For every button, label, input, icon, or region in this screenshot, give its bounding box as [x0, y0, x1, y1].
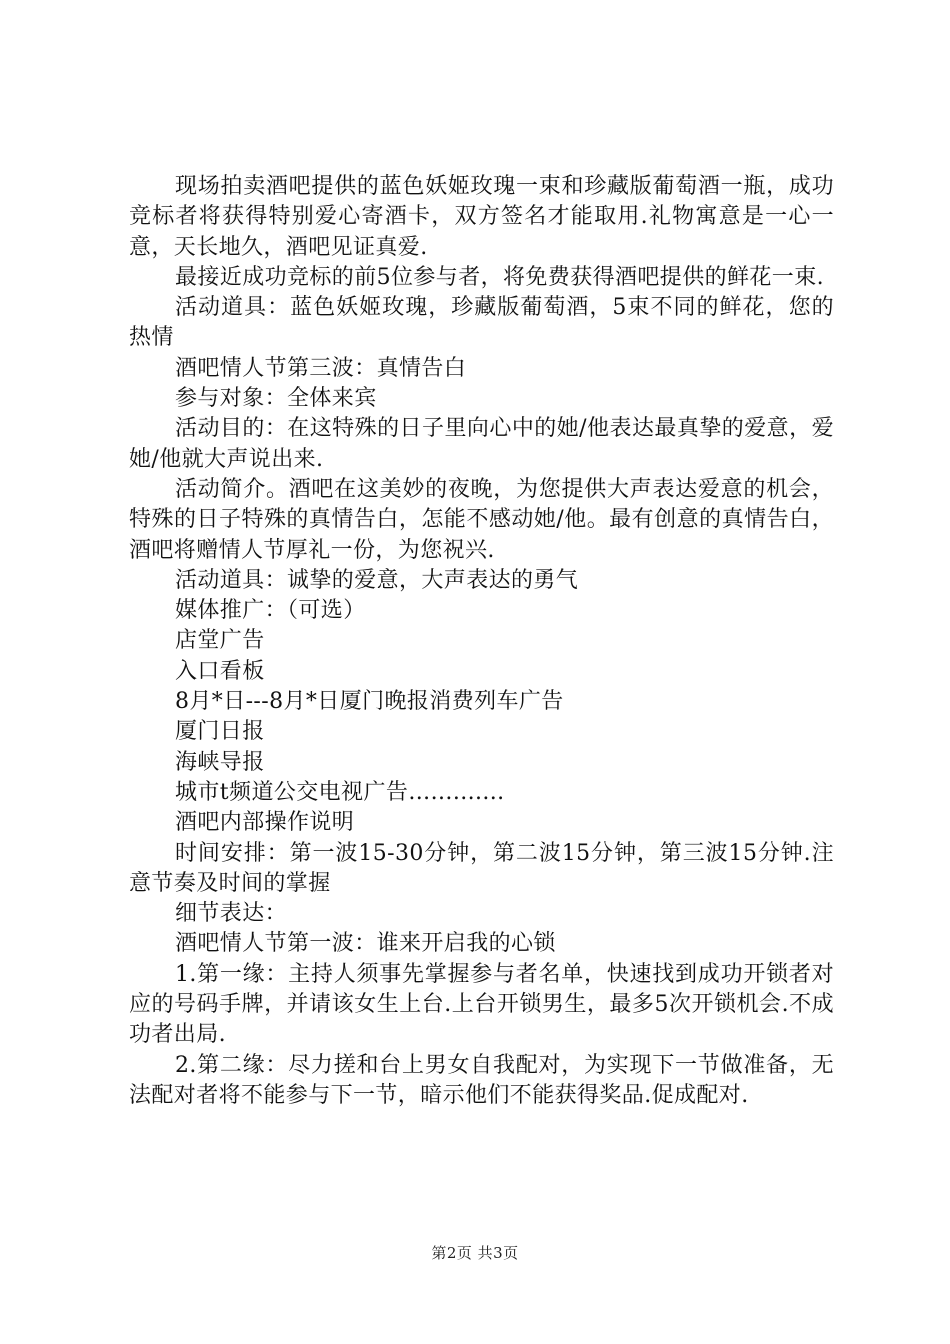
paragraph: 城市t频道公交电视广告….......... — [175, 779, 505, 805]
paragraph: 海峡导报 — [175, 749, 265, 775]
paragraph: 8月*日---8月*日厦门晚报消费列车广告 — [175, 689, 564, 715]
document-body — [129, 172, 834, 1111]
paragraph: 活动简介。酒吧在这美妙的夜晚，为您提供大声表达爱意的机会，特殊的日子特殊的真情告白，怎能不感动她/他。最有创意的真情告白，酒吧将赠情人节厚礼一份，为您祝兴. — [129, 476, 834, 563]
paragraph: 现场拍卖酒吧提供的蓝色妖姬玫瑰一束和珍藏版葡萄酒一瓶，成功竞标者将获得特别爱心寄酒卡，双方签名才能取用.礼物寓意是一心一意，天长地久，酒吧见证真爱. — [129, 174, 834, 260]
paragraph: 酒吧情人节第三波：真情告白 — [175, 355, 467, 381]
paragraph: 媒体推广：（可选） — [175, 598, 366, 624]
paragraph: 酒吧内部操作说明 — [175, 810, 355, 836]
page-number-label: 第2页 共3页 — [431, 1244, 519, 1262]
paragraph: 活动道具：蓝色妖姬玫瑰，珍藏版葡萄酒，5束不同的鲜花，您的热情 — [129, 295, 834, 351]
paragraph: 活动目的：在这特殊的日子里向心中的她/他表达最真挚的爱意，爱她/他就大声说出来. — [129, 416, 834, 472]
paragraph: 最接近成功竞标的前5位参与者，将免费获得酒吧提供的鲜花一束. — [175, 264, 824, 290]
page-footer — [0, 1242, 950, 1263]
paragraph: 1.第一缘：主持人须事先掌握参与者名单，快速找到成功开锁者对应的号码手牌，并请该女生上台.上台开锁男生，最多5次开锁机会.不成功者出局. — [129, 961, 834, 1048]
paragraph: 细节表达： — [175, 901, 288, 927]
paragraph: 2.第二缘：尽力搓和台上男女自我配对，为实现下一节做准备，无法配对者将不能参与下一节，暗示他们不能获得奖品.促成配对. — [129, 1052, 834, 1108]
paragraph: 厦门日报 — [175, 719, 265, 745]
paragraph: 时间安排：第一波15-30分钟，第二波15分钟，第三波15分钟.注意节奏及时间的掌握 — [129, 840, 834, 896]
paragraph: 参与对象：全体来宾 — [175, 386, 377, 412]
paragraph: 活动道具：诚挚的爱意，大声表达的勇气 — [175, 567, 579, 593]
paragraph: 店堂广告 — [175, 628, 265, 654]
paragraph: 入口看板 — [175, 658, 265, 684]
paragraph: 酒吧情人节第一波：谁来开启我的心锁 — [175, 931, 556, 957]
